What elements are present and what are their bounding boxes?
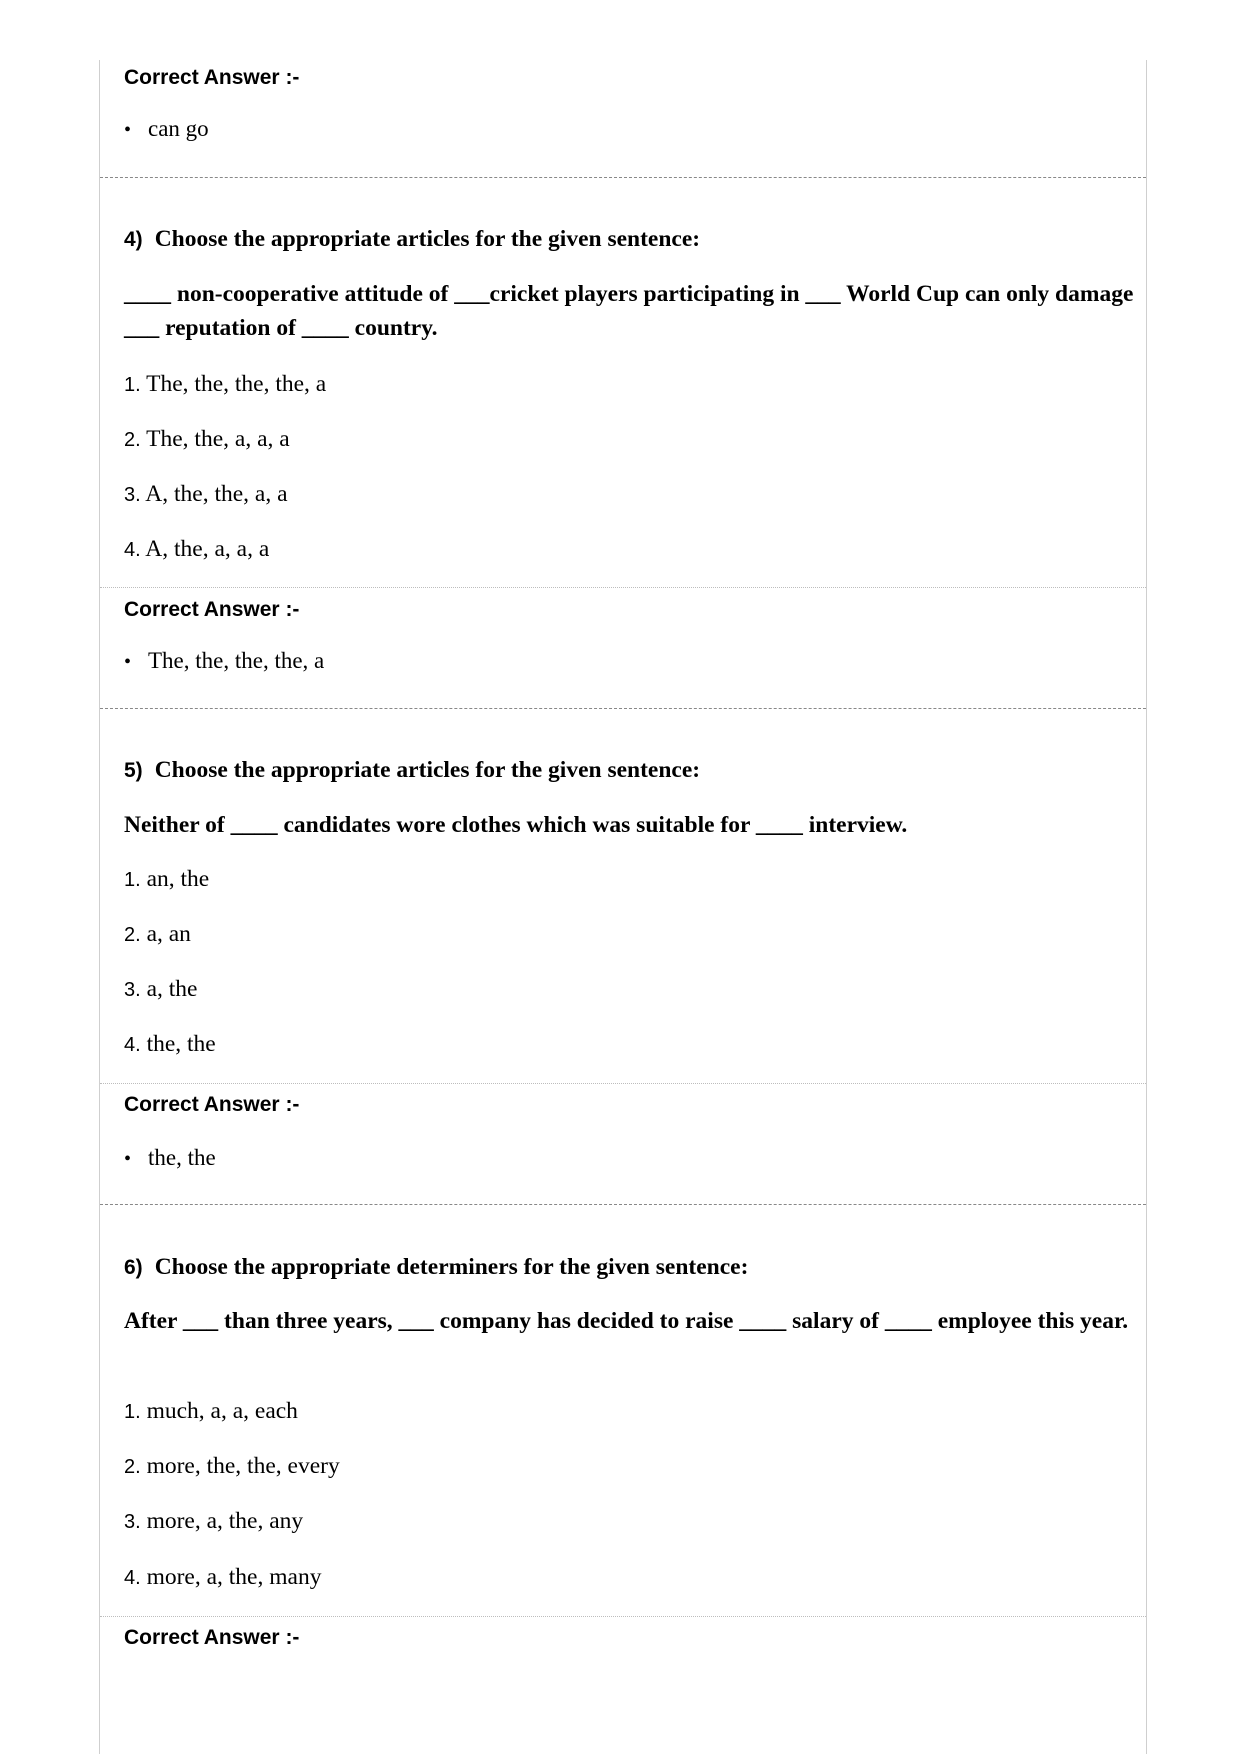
question-5-heading (124, 757, 700, 784)
question-6-option-2: 2. more, the, the, every (124, 1453, 340, 1479)
question-5-option-3: 3. a, the (124, 976, 198, 1002)
correct-answer-q4: • The, the, the, the, a (124, 648, 325, 673)
answer-separator (100, 1616, 1146, 1617)
question-4-option-1: 1. The, the, the, the, a (124, 371, 327, 397)
question-6-option-3: 3. more, a, the, any (124, 1508, 304, 1534)
answer-separator (100, 1083, 1146, 1084)
question-6-title: Choose the appropriate determiners for the given sentence: (154, 1254, 749, 1280)
correct-answer-label-q6: Correct Answer :- (124, 1626, 300, 1649)
question-5-option-4: 4. the, the (124, 1031, 216, 1057)
question-6-sentence: After ___ than three years, ___ company has decided to raise ____ salary of ____ employee this year. (124, 1308, 1129, 1334)
correct-answer-q3: • can go (124, 116, 209, 141)
question-divider (100, 708, 1146, 709)
question-4-option-2: 2. The, the, a, a, a (124, 426, 290, 452)
question-5-number: 5) (124, 759, 143, 782)
question-6-number: 6) (124, 1256, 143, 1279)
correct-answer-label-q4: Correct Answer :- (124, 598, 300, 621)
question-5-option-1: 1. an, the (124, 866, 210, 892)
answer-text-q4: The, the, the, the, a (148, 648, 325, 673)
question-4-heading (124, 226, 700, 253)
answer-separator (100, 587, 1146, 588)
correct-answer-label-q5: Correct Answer :- (124, 1093, 300, 1116)
question-4-number: 4) (124, 228, 143, 251)
question-divider (100, 1204, 1146, 1205)
question-4-title: Choose the appropriate articles for the given sentence: (154, 226, 701, 252)
question-divider (100, 177, 1146, 178)
question-6-heading (124, 1254, 748, 1281)
question-5-option-2: 2. a, an (124, 921, 191, 947)
question-6-option-1: 1. much, a, a, each (124, 1398, 298, 1424)
question-6-option-4: 4. more, a, the, many (124, 1564, 322, 1590)
answer-text-q5: the, the (148, 1145, 216, 1170)
question-4-option-4: 4. A, the, a, a, a (124, 536, 270, 562)
answer-text-q3: can go (148, 116, 209, 141)
correct-answer-q5: • the, the (124, 1145, 216, 1170)
correct-answer-label-q3: Correct Answer :- (124, 66, 300, 89)
question-4-option-3: 3. A, the, the, a, a (124, 481, 288, 507)
question-5-sentence: Neither of ____ candidates wore clothes which was suitable for ____ interview. (124, 812, 908, 838)
question-5-title: Choose the appropriate articles for the given sentence: (154, 757, 701, 783)
question-4-sentence: ____ non-cooperative attitude of ___cricket players participating in ___ World Cup can only damage ___ reputation of ____ country. (124, 281, 1134, 341)
